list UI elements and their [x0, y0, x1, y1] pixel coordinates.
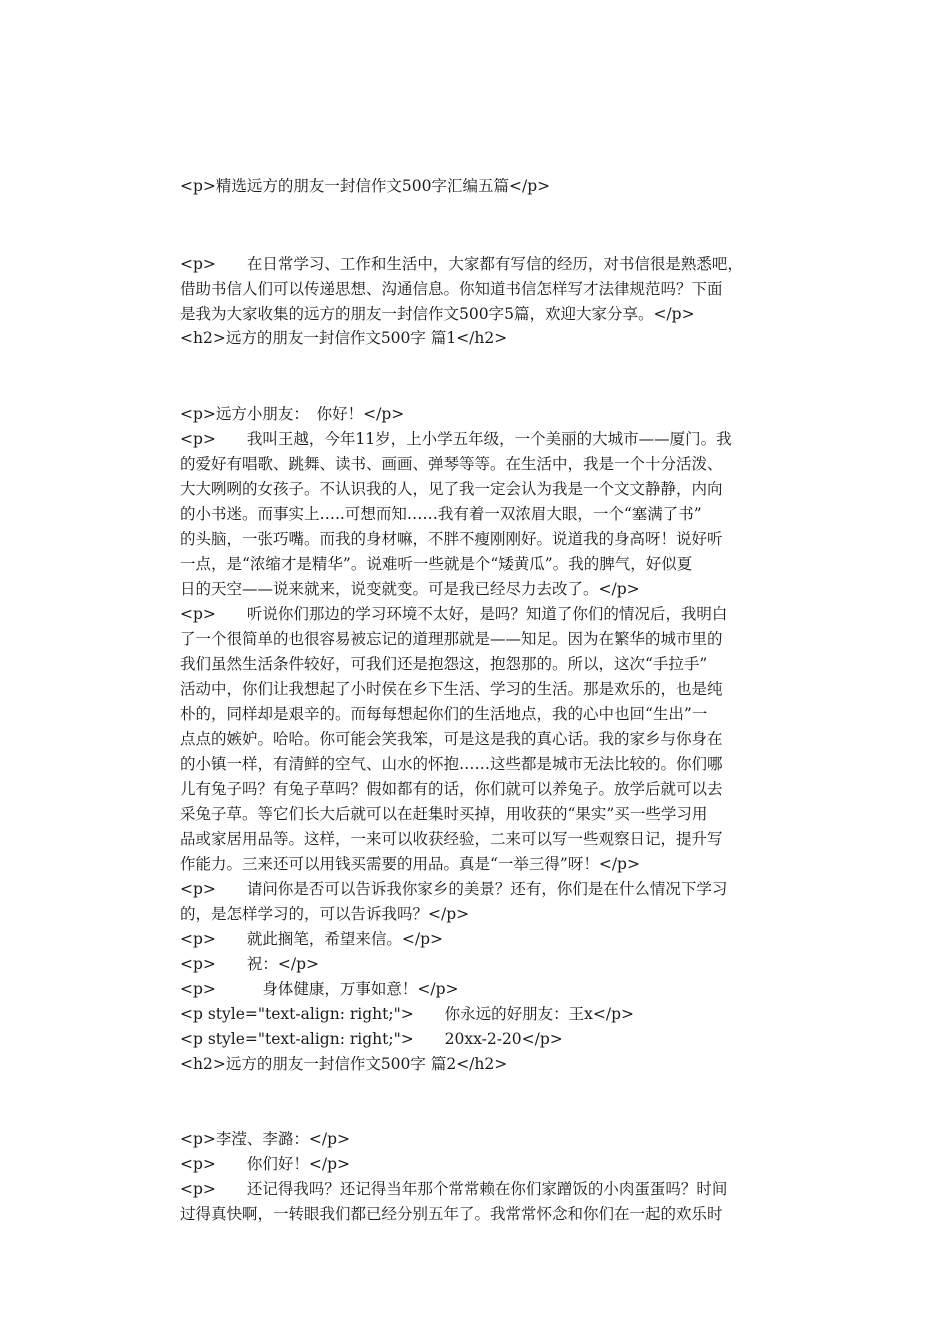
paragraph-line: 的，是怎样学习的，可以告诉我吗？</p>	[180, 905, 470, 923]
paragraph-line: 是我为大家收集的远方的朋友一封信作文500字5篇，欢迎大家分享。</p>	[180, 305, 695, 323]
paragraph-line: 了一个很简单的也很容易被忘记的道理那就是——知足。因为在繁华的城市里的	[180, 630, 723, 648]
paragraph-line: 儿有兔子吗？有兔子草吗？假如都有的话，你们就可以养兔子。放学后就可以去	[180, 780, 723, 798]
paragraph-line: <p> 在日常学习、工作和生活中，大家都有写信的经历，对书信很是熟悉吧，	[180, 255, 743, 273]
section-heading: <h2>远方的朋友一封信作文500字 篇2</h2>	[180, 1055, 508, 1073]
paragraph-line: <p> 还记得我吗？还记得当年那个常常赖在你们家蹭饭的小肉蛋蛋吗？时间	[180, 1180, 728, 1198]
section-heading: <h2>远方的朋友一封信作文500字 篇1</h2>	[180, 329, 508, 347]
paragraph-line: <p>李滢、李潞：</p>	[180, 1130, 351, 1148]
paragraph-line: 日的天空——说来就来，说变就变。可是我已经尽力去改了。</p>	[180, 580, 640, 598]
paragraph-line: <p> 就此搁笔，希望来信。</p>	[180, 930, 444, 948]
paragraph-line: <p> 听说你们那边的学习环境不太好，是吗？知道了你们的情况后，我明白	[180, 605, 728, 623]
paragraph-line: 的爱好有唱歌、跳舞、读书、画画、弹琴等等。在生活中，我是一个十分活泼、	[180, 455, 723, 473]
paragraph-line: 借助书信人们可以传递思想、沟通信息。你知道书信怎样写才法律规范吗？下面	[180, 280, 723, 298]
paragraph-line: <p> 我叫王越，今年11岁，上小学五年级，一个美丽的大城市——厦门。我	[180, 430, 732, 448]
paragraph-line: <p>远方小朋友： 你好！</p>	[180, 405, 405, 423]
paragraph-line: 一点，是“浓缩才是精华”。说难听一些就是个“矮黄瓜”。我的脾气，好似夏	[180, 555, 693, 573]
paragraph-line: 我们虽然生活条件较好，可我们还是抱怨这，抱怨那的。所以，这次“手拉手”	[180, 655, 708, 673]
paragraph-line: <p> 你们好！</p>	[180, 1155, 351, 1173]
signature-line: <p style="text-align: right;"> 你永远的好朋友：王x</p>	[180, 1005, 635, 1023]
paragraph-line: <p> 请问你是否可以告诉我你家乡的美景？还有，你们是在什么情况下学习	[180, 880, 728, 898]
paragraph-line: 过得真快啊，一转眼我们都已经分别五年了。我常常怀念和你们在一起的欢乐时	[180, 1205, 723, 1223]
paragraph-line: 的小书迷。而事实上…..可想而知……我有着一双浓眉大眼，一个“塞满了书”	[180, 505, 702, 523]
paragraph-line: 品或家居用品等。这样，一来可以收获经验，二来可以写一些观察日记，提升写	[180, 830, 723, 848]
paragraph-line: 采兔子草。等它们长大后就可以在赶集时买掉，用收获的“果实”买一些学习用	[180, 805, 708, 823]
paragraph-line: 朴的，同样却是艰辛的。而每每想起你们的生活地点，我的心中也回“生出”一	[180, 705, 708, 723]
paragraph-line: 点点的嫉妒。哈哈。你可能会笑我笨，可是这是我的真心话。我的家乡与你身在	[180, 730, 723, 748]
paragraph-line: 的小镇一样，有清鲜的空气、山水的怀抱……这些都是城市无法比较的。你们哪	[180, 755, 723, 773]
paragraph-line: <p> 身体健康，万事如意！</p>	[180, 980, 459, 998]
paragraph-line: 作能力。三来还可以用钱买需要的用品。真是“一举三得”呀！</p>	[180, 855, 640, 873]
paragraph-line: 活动中，你们让我想起了小时侯在乡下生活、学习的生活。那是欢乐的，也是纯	[180, 680, 723, 698]
paragraph-line: 的头脑，一张巧嘴。而我的身材嘛，不胖不瘦刚刚好。说道我的身高呀！说好听	[180, 530, 723, 548]
document-title: <p>精选远方的朋友一封信作文500字汇编五篇</p>	[180, 177, 551, 195]
date-line: <p style="text-align: right;"> 20xx-2-20</p>	[180, 1030, 563, 1048]
paragraph-line: <p> 祝：</p>	[180, 955, 320, 973]
paragraph-line: 大大咧咧的女孩子。不认识我的人，见了我一定会认为我是一个文文静静，内向	[180, 480, 723, 498]
